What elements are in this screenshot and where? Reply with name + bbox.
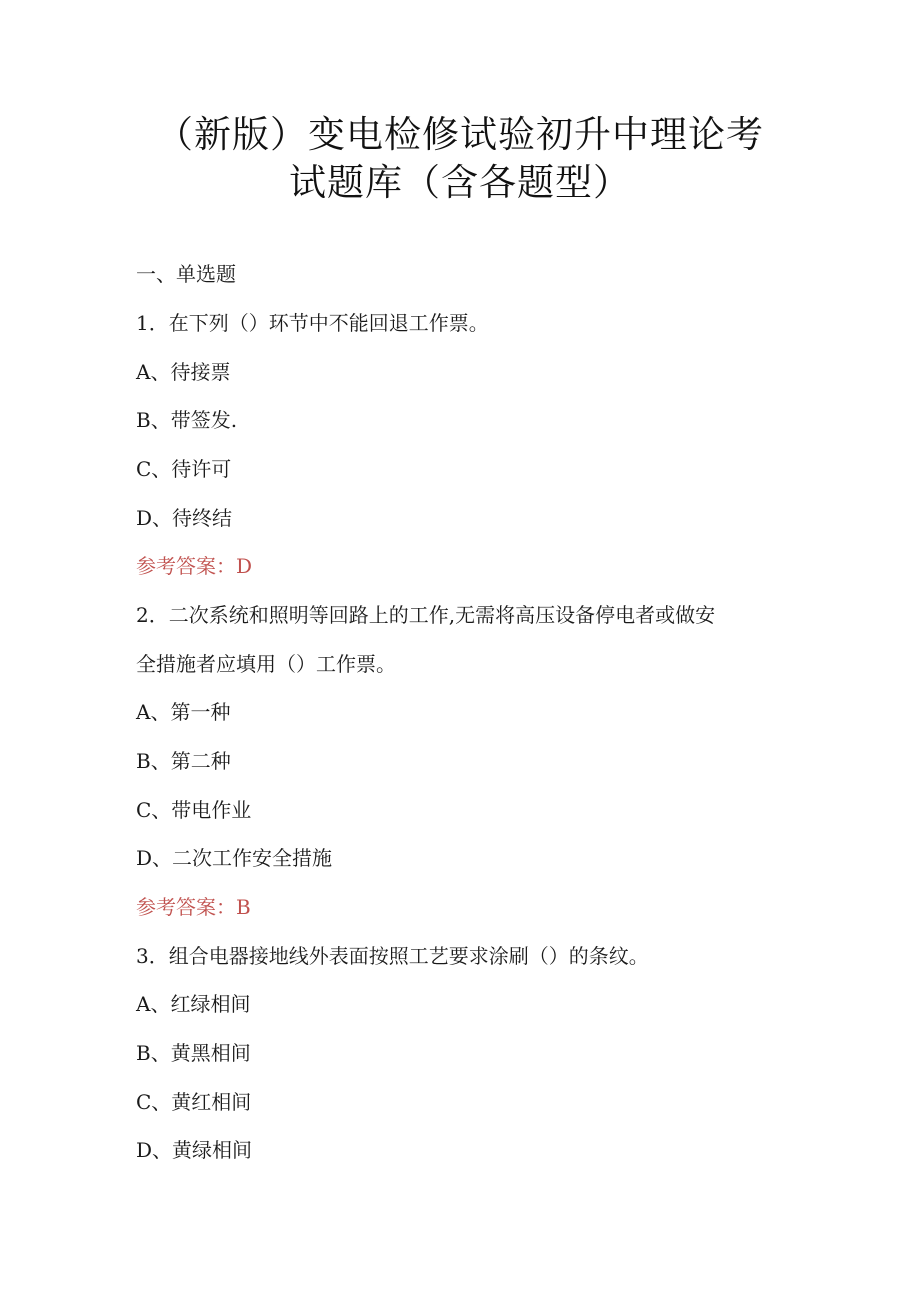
question-3-option-b: B、黄黑相间: [136, 1041, 251, 1065]
question-1-answer: 参考答案：D: [136, 554, 253, 578]
section-heading: 一、单选题: [136, 262, 236, 286]
question-3-stem: 3．组合电器接地线外表面按照工艺要求涂刷（）的条纹。: [136, 944, 649, 968]
document-title-line-1: （新版）变电检修试验初升中理论考: [156, 113, 764, 156]
question-2-option-c: C、带电作业: [136, 798, 252, 822]
question-2-option-d: D、二次工作安全措施: [136, 846, 333, 870]
question-1-option-a: A、待接票: [136, 360, 231, 384]
question-1-option-d: D、待终结: [136, 506, 233, 530]
question-3-option-a: A、红绿相间: [136, 992, 251, 1016]
question-1-option-c: C、待许可: [136, 457, 232, 481]
question-1-stem: 1．在下列（）环节中不能回退工作票。: [136, 311, 489, 335]
question-2-answer: 参考答案：B: [136, 895, 251, 919]
document-title-line-2: 试题库（含各题型）: [289, 161, 631, 204]
question-2-stem-line-2: 全措施者应填用（）工作票。: [136, 652, 396, 676]
question-2-stem-line-1: 2．二次系统和照明等回路上的工作,无需将高压设备停电者或做安: [136, 603, 716, 627]
question-3-option-c: C、黄红相间: [136, 1090, 252, 1114]
question-3-option-d: D、黄绿相间: [136, 1138, 253, 1162]
question-2-option-a: A、第一种: [136, 700, 231, 724]
question-1-option-b: B、带签发.: [136, 408, 238, 432]
question-2-option-b: B、第二种: [136, 749, 231, 773]
